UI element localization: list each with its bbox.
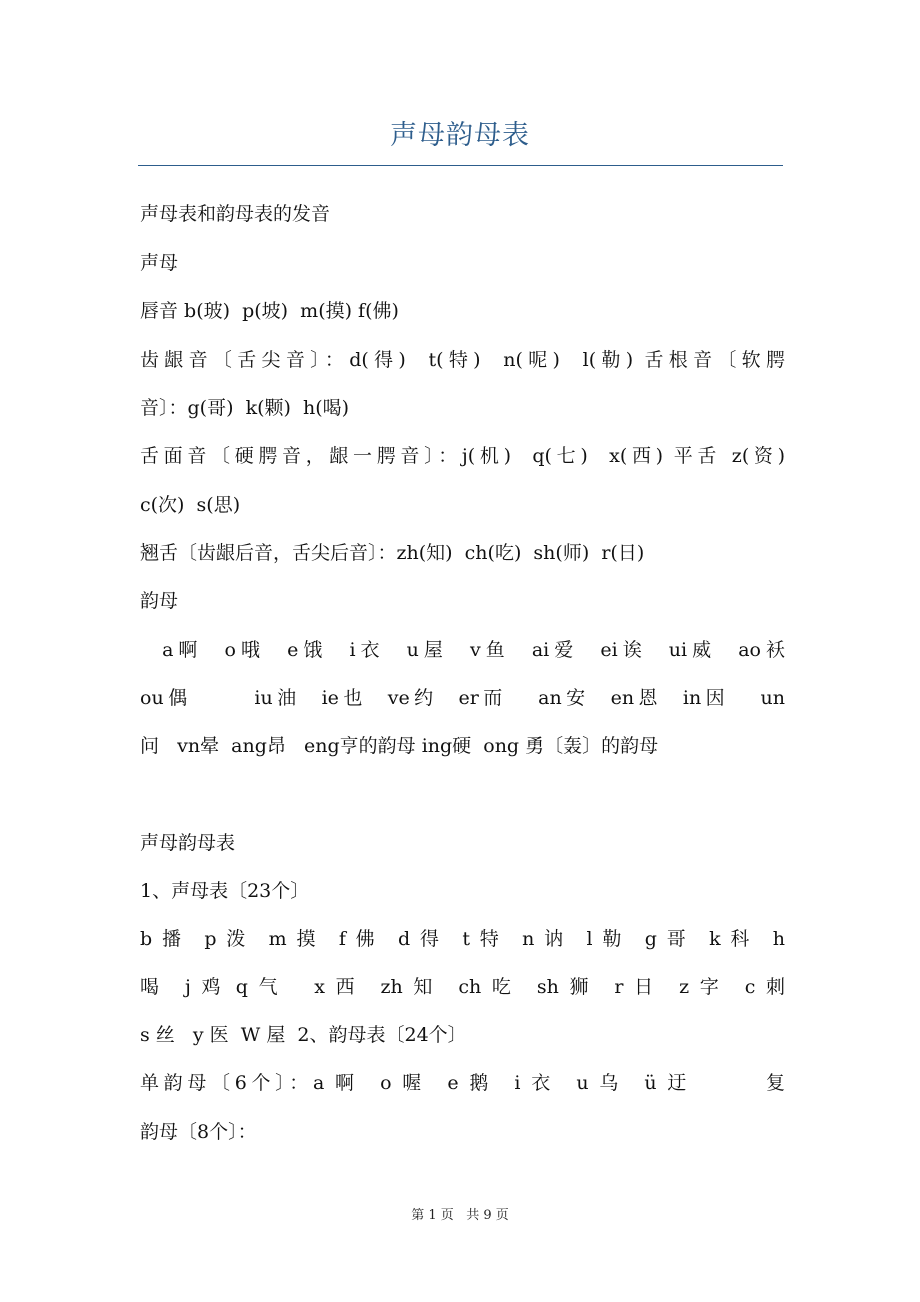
text-line-finals-2: ou偶 iu油 ie也 ve约 er而 an安 en恩 in因 un <box>140 687 785 709</box>
heading-finals: 韵母 <box>140 590 179 612</box>
text-line-initials-table-2: 喝 j 鸡 q 气 x 西 zh 知 ch 吃 sh 狮 r 日 z 字 c 刺 <box>140 976 785 998</box>
text-line-intro: 声母表和韵母表的发音 <box>140 203 331 225</box>
text-line-labial: 唇音 b(玻) p(坡) m(摸) f(佛) <box>140 300 399 322</box>
text-line-dental: c(次) s(思) <box>140 494 241 516</box>
text-line-compound-finals: 韵母〔8个〕： <box>140 1121 257 1143</box>
text-line-retroflex: 翘舌〔齿龈后音，舌尖后音〕：zh(知) ch(吃) sh(师) r(日) <box>140 542 645 564</box>
text-line-initials-table-3: s 丝 y 医 W 屋 2、韵母表〔24个〕 <box>140 1024 467 1046</box>
text-line-velar: 音〕：g(哥) k(颗) h(喝) <box>140 397 350 419</box>
page-title: 声母韵母表 <box>390 120 530 151</box>
text-line-initials-table-1: b 播 p 泼 m 摸 f 佛 d 得 t 特 n 讷 l 勒 g 哥 k 科 h <box>140 928 785 950</box>
text-line-simple-finals: 单韵母〔6个〕：a 啊 o 喔 e 鹅 i 衣 u 乌 ü 迂 复 <box>140 1072 785 1094</box>
text-line-alveolar: 齿龈音〔舌尖音〕：d(得) t(特) n(呢) l(勒) 舌根音〔软腭 <box>140 349 785 371</box>
heading-initials: 声母 <box>140 252 179 274</box>
text-line-finals-1: a啊 o哦 e饿 i衣 u屋 v鱼 ai爱 ei诶 ui威 ao袄 <box>140 639 785 661</box>
text-line-palatal: 舌面音〔硬腭音，龈一腭音〕：j(机) q(七) x(西) 平舌 z(资) <box>140 445 785 467</box>
heading-table: 声母韵母表 <box>140 832 236 854</box>
page-number: 第 1 页 共 9 页 <box>411 1208 509 1223</box>
title-divider <box>138 165 783 166</box>
text-line-finals-3: 问 vn晕 ang昂 eng亨的韵母 ing硬 ong 勇〔轰〕的韵母 <box>140 735 659 757</box>
heading-initials-table: 1、声母表〔23个〕 <box>140 880 310 902</box>
